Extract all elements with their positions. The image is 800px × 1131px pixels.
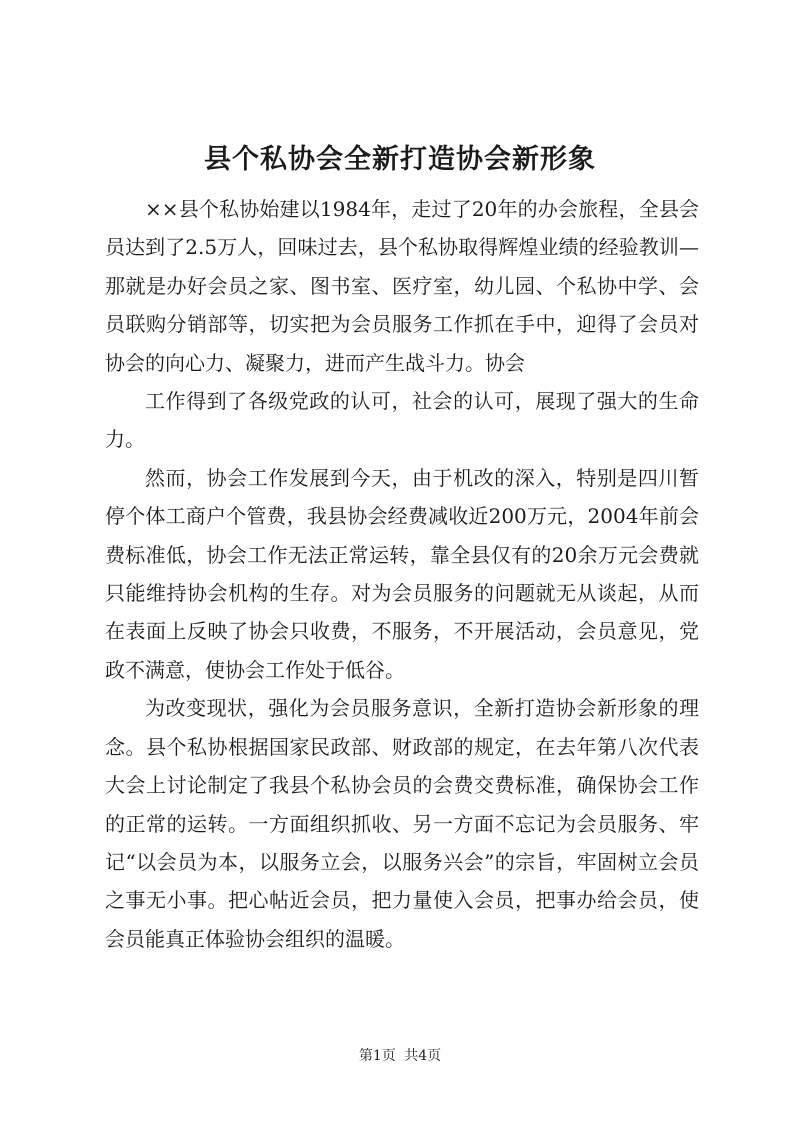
document-body xyxy=(105,190,699,958)
paragraph-2: 工作得到了各级党政的认可，社会的认可，展现了强大的生命力。 xyxy=(105,389,699,452)
paragraph-4: 为改变现状，强化为会员服务意识，全新打造协会新形象的理念。县个私协根据国家民政部、财政部的规定，在去年第八次代表大会上讨论制定了我县个私协会员的会费交费标准，确保协会工作的正常的运转。一方面组织抓收、另一方面不忘记为会员服务、牢记“以会员为本，以服务立会，以服务兴会”的宗旨，牢固树立会员之事无小事。把心帖近会员，把力量使入会员，把事办给会员，使会员能真正体验协会组织的温暖。 xyxy=(105,696,699,951)
document-title: 县个私协会全新打造协会新形象 xyxy=(204,144,596,175)
page-number: 第1页 xyxy=(358,1048,396,1064)
paragraph-3: 然而，协会工作发展到今天，由于机改的深入，特别是四川暂停个体工商户个管费，我县协会经费减收近200万元，2004年前会费标准低，协会工作无法正常运转，靠全县仅有的20余万元会费就只能维持协会机构的生存。对为会员服务的问题就无从谈起，从而在表面上反映了协会只收费，不服务，不开展活动，会员意见，党政不满意，使协会工作处于低谷。 xyxy=(105,465,699,682)
paragraph-1: ××县个私协始建以1984年，走过了20年的办会旅程，全县会员达到了2.5万人，回味过去，县个私协取得辉煌业绩的经验教训—那就是办好会员之家、图书室、医疗室，幼儿园、个私协中学、会员联购分销部等，切实把为会员服务工作抓在手中，迎得了会员对协会的向心力、凝聚力，进而产生战斗力。协会 xyxy=(105,197,699,375)
page-total: 共4页 xyxy=(404,1048,442,1064)
page-footer xyxy=(0,1046,800,1066)
